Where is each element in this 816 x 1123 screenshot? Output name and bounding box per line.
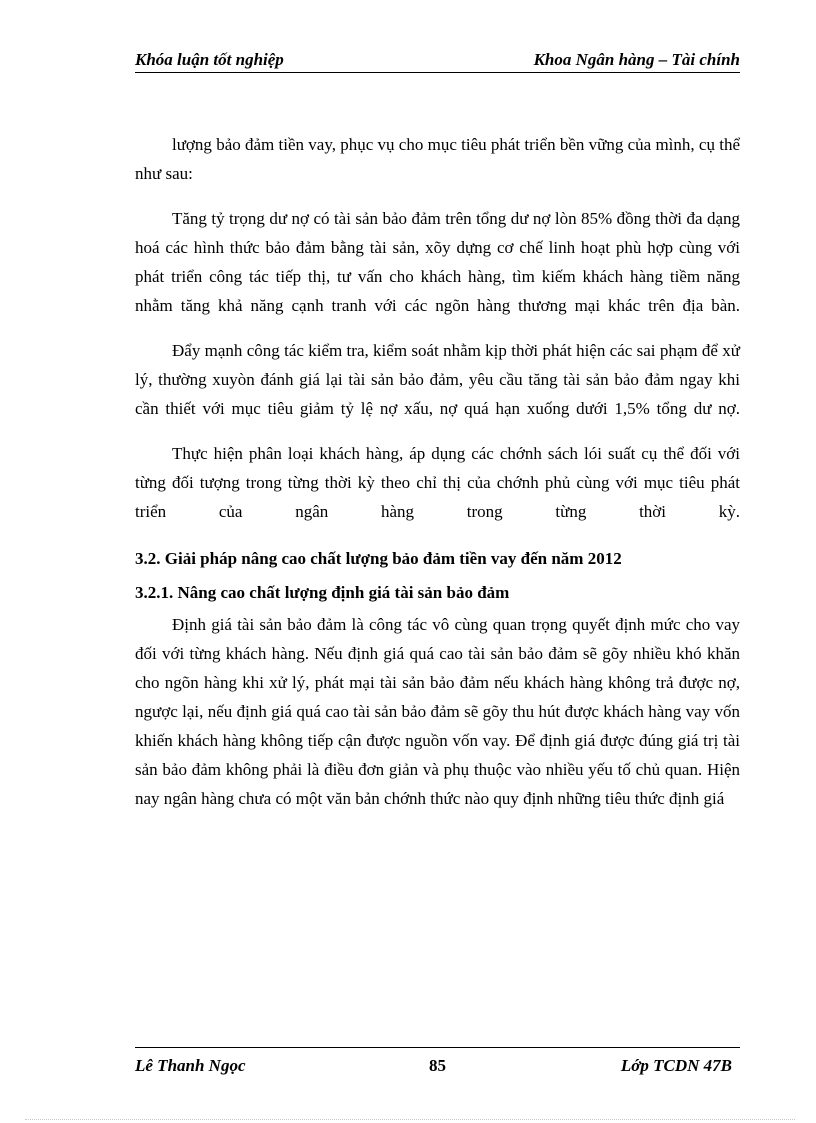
header-faculty: Khoa Ngân hàng – Tài chính (533, 50, 740, 69)
paragraph-valuation: Định giá tài sản bảo đảm là công tác vô cùng quan trọng quyết định mức cho vay đối với từng khách hàng. Nếu định giá quá cao tài sản bảo đảm sẽ gõy nhiều khó khăn cho ngõn hàng khi xử lý, phát mại tài sản bảo đảm nếu khách hàng không trả được nợ, ngược lại, nếu định giá quá cao tài sản bảo đảm sẽ gõy thu hút được khách hàng vay vốn khiến khách hàng không tiếp cận được nguồn vốn vay. Để định giá được đúng giá trị tài sản bảo đảm không phải là điều đơn giản và phụ thuộc vào nhiều yếu tố chủ quan. Hiện nay ngân hàng chưa có một văn bản chớnh thức nào quy định những tiêu thức định giá (135, 615, 740, 808)
page-footer (135, 1047, 740, 1076)
paragraph-continuation: lượng bảo đảm tiền vay, phục vụ cho mục tiêu phát triển bền vững của mình, cụ thể như sau: (135, 135, 740, 183)
paragraph-inspection: Đẩy mạnh công tác kiểm tra, kiểm soát nhằm kịp thời phát hiện các sai phạm để xử lý, thường xuyòn đánh giá lại tài sản bảo đảm, yêu cầu tăng tài sản bảo đảm ngay khi cần thiết với mục tiêu giảm tỷ lệ nợ xấu, nợ quá hạn xuống dưới 1,5% tổng dư nợ. (135, 341, 740, 418)
page-border-dotted-line (25, 1119, 795, 1120)
paragraph-classification: Thực hiện phân loại khách hàng, áp dụng các chớnh sách lói suất cụ thể đối với từng đối tượng trong từng thời kỳ theo chỉ thị của chớnh phủ cùng với mục tiêu phát triển của ngân hàng trong từng thời kỳ. (135, 444, 740, 521)
section-heading: 3.2. Giải pháp nâng cao chất lượng bảo đảm tiền vay đến năm 2012 (135, 549, 622, 568)
subsection-heading: 3.2.1. Nâng cao chất lượng định giá tài sản bảo đảm (135, 583, 510, 602)
header-thesis-title: Khóa luận tốt nghiệp (135, 50, 284, 69)
footer-page-number: 85 (429, 1056, 446, 1075)
document-body (135, 130, 740, 829)
footer-author: Lê Thanh Ngọc (135, 1056, 246, 1075)
page-header (135, 50, 740, 73)
footer-class: Lớp TCDN 47B (620, 1056, 732, 1075)
paragraph-increase-ratio: Tăng tỷ trọng dư nợ có tài sản bảo đảm trên tổng dư nợ lòn 85% đồng thời đa dạng hoá các hình thức bảo đảm bằng tài sản, xõy dựng cơ chế linh hoạt phù hợp cùng với phát triển công tác tiếp thị, tư vấn cho khách hàng, tìm kiếm khách hàng tiềm năng nhằm tăng khả năng cạnh tranh với các ngõn hàng thương mại khác trên địa bàn. (135, 209, 740, 315)
